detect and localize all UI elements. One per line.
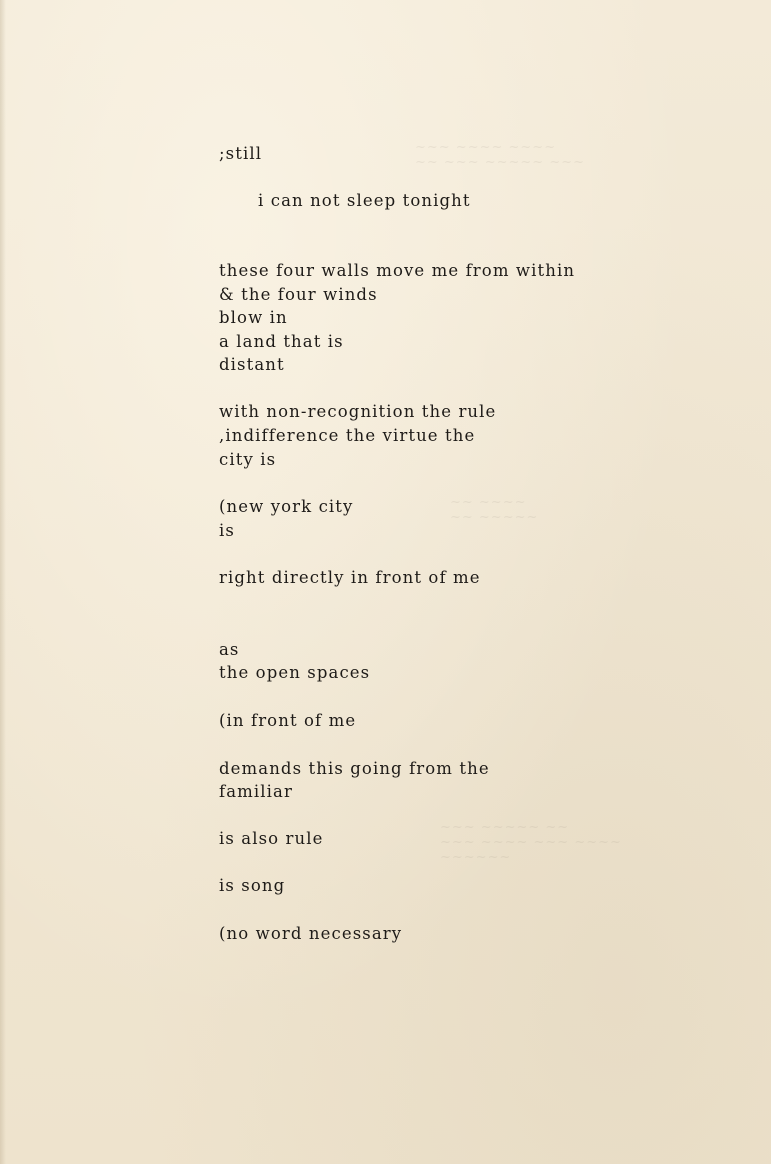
poem-line: (in front of me [219,711,357,730]
poem-line: the open spaces [219,663,371,682]
show-through-text: ~~~ ~~~~ ~~~~ ~~ ~~~ ~~~~~ ~~~ [415,140,586,170]
poem-line: familiar [219,782,293,801]
poem-line: is [219,521,235,540]
page-edge-shadow [0,0,6,1164]
poem-line: right directly in front of me [219,568,481,587]
poem-line: (no word necessary [219,924,403,943]
poem-line: & the four winds [219,285,378,304]
poem-line: distant [219,355,285,374]
poem-line: as [219,640,240,659]
poem-line: i can not sleep tonight [258,191,471,210]
poem-line: ;still [219,144,263,163]
poem [219,0,719,1164]
poem-line: these four walls move me from within [219,261,576,280]
poem-line: is song [219,876,286,895]
poem-line: with non-recognition the rule [219,402,497,421]
poem-line: is also rule [219,829,324,848]
poem-line: (new york city [219,497,354,516]
poem-line: a land that is [219,332,344,351]
poem-line: blow in [219,308,288,327]
poem-line: ,indifference the virtue the [219,426,476,445]
show-through-text: ~~~ ~~~~~ ~~ ~~~ ~~~~ ~~~ ~~~~ ~~~~~~ [440,820,622,865]
show-through-text: ~~ ~~~~ ~~ ~~~~~ [450,495,539,525]
poem-line: demands this going from the [219,759,490,778]
poem-line: city is [219,450,277,469]
